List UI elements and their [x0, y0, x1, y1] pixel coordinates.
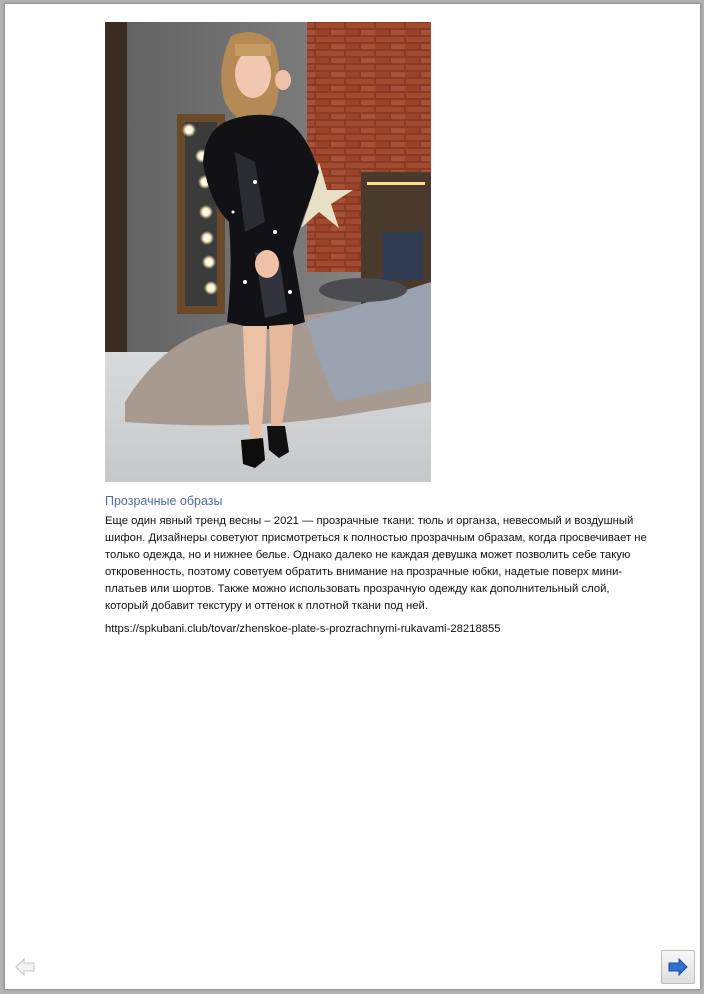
next-page-button[interactable]	[661, 950, 695, 984]
prev-page-button[interactable]	[12, 955, 38, 979]
photo-woman-sequin-dress	[105, 22, 431, 482]
body-paragraph: Еще один явный тренд весны – 2021 — прозрачные ткани: тюль и органза, невесомый и воздушный шифон. Дизайнеры советуют присмотреться к полностью прозрачным образам, когда просвечивает не только одежда, но и нижнее белье. Однако далеко не каждая девушка может позволить себе такую откровенность, поэтому советуем обратить внимание на прозрачные юбки, надетые поверх мини-платьев или шортов. Также можно использовать прозрачную одежду как дополнительный слой, который добавит текстуру и оттенок к плотной ткани под ней.	[105, 515, 647, 612]
arrow-left-icon	[15, 958, 35, 976]
source-url: https://spkubani.club/tovar/zhenskoe-plate-s-prozrachnymi-rukavami-28218855	[105, 623, 501, 635]
section-heading: Прозрачные образы	[105, 494, 223, 508]
document-page	[4, 3, 701, 990]
arrow-right-icon	[668, 958, 688, 976]
